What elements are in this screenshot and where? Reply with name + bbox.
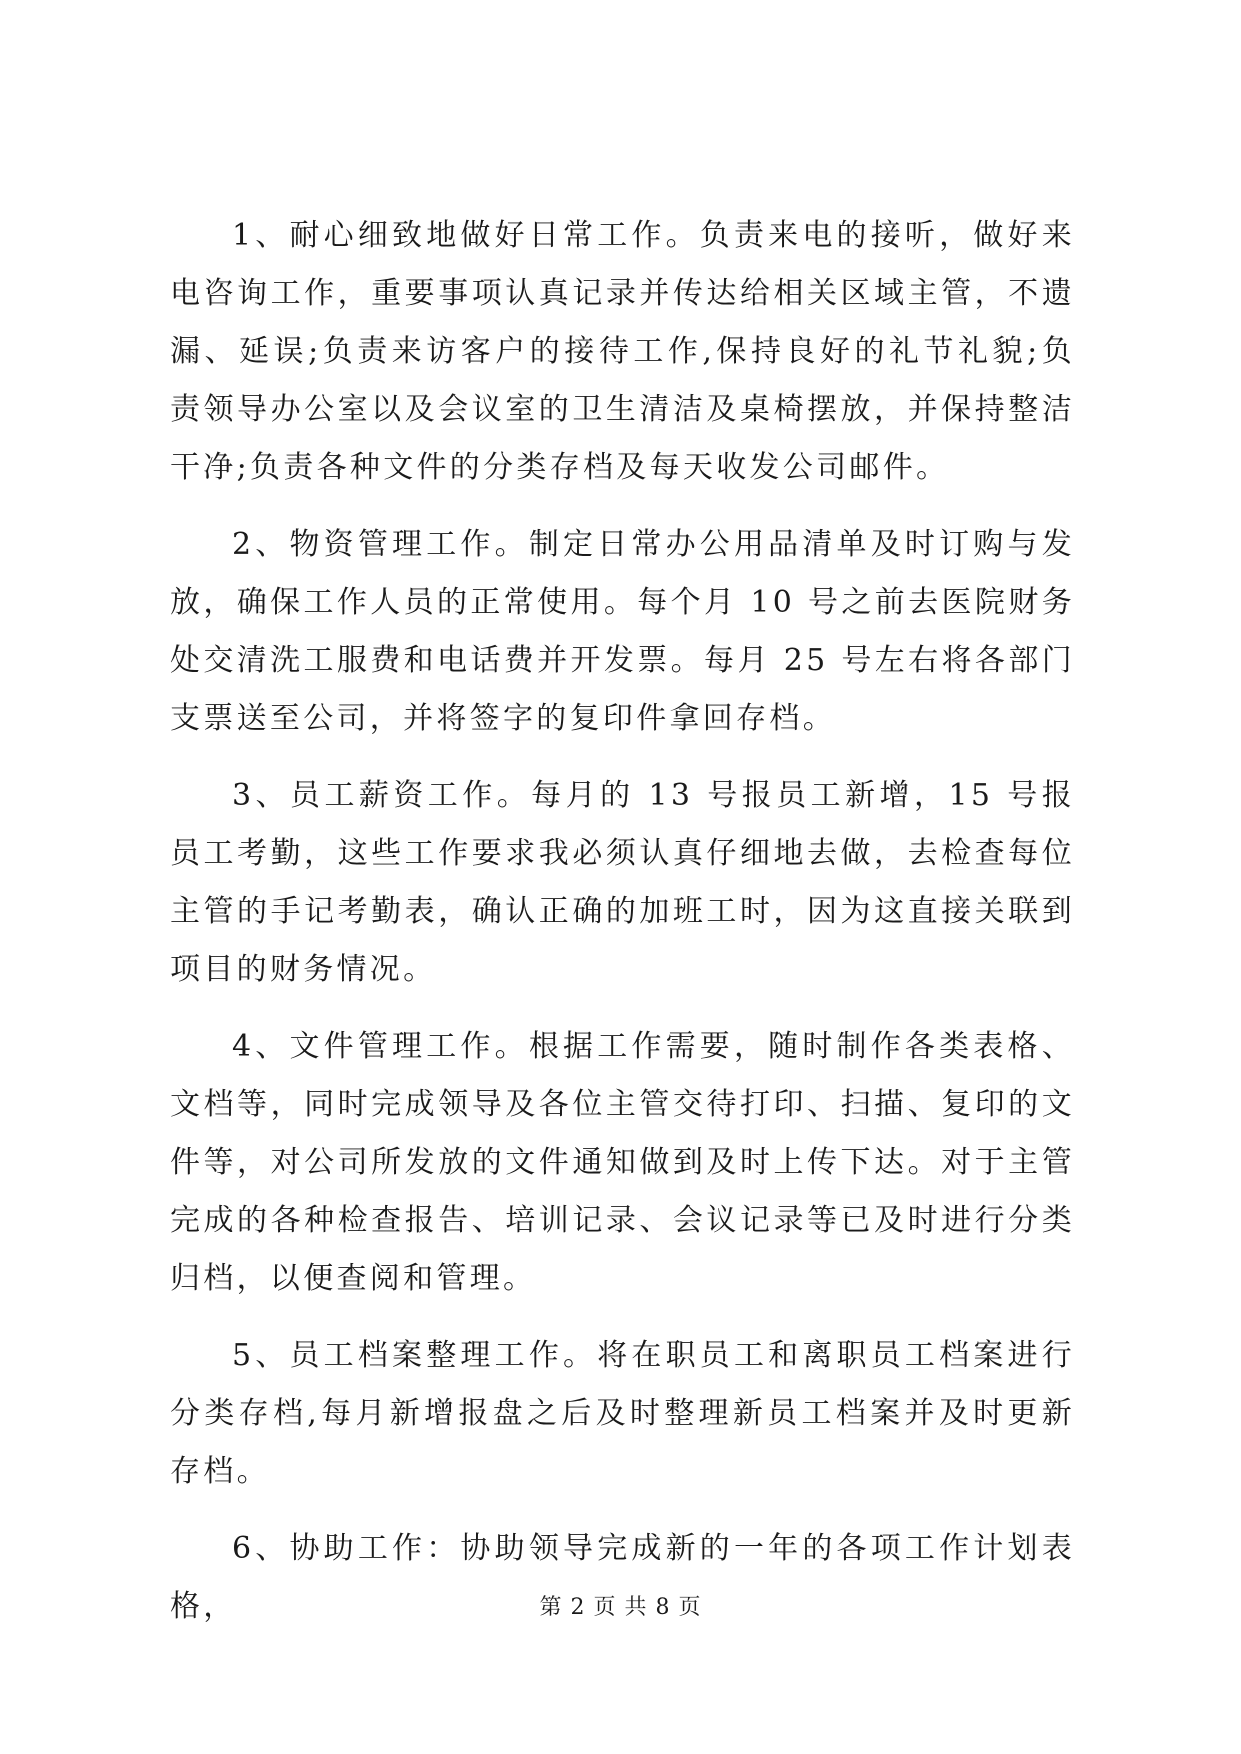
document-body [170, 207, 1075, 1655]
page-number-footer: 第 2 页 共 8 页 [539, 1595, 702, 1620]
paragraph-2: 2、物资管理工作。制定日常办公用品清单及时订购与发放，确保工作人员的正常使用。每个月 10 号之前去医院财务处交清洗工服费和电话费并开发票。每月 25 号左右将各部门支票送至公司，并将签字的复印件拿回存档。 [170, 527, 1075, 736]
paragraph-4: 4、文件管理工作。根据工作需要，随时制作各类表格、文档等，同时完成领导及各位主管交待打印、扫描、复印的文件等，对公司所发放的文件通知做到及时上传下达。对于主管完成的各种检查报告、培训记录、会议记录等已及时进行分类归档，以便查阅和管理。 [170, 1029, 1075, 1296]
paragraph-6: 6、协助工作：协助领导完成新的一年的各项工作计划表格， [170, 1531, 1075, 1624]
paragraph-1: 1、耐心细致地做好日常工作。负责来电的接听，做好来电咨询工作，重要事项认真记录并传达给相关区域主管，不遗漏、延误;负责来访客户的接待工作,保持良好的礼节礼貌;负责领导办公室以及会议室的卫生清洁及桌椅摆放，并保持整洁干净;负责各种文件的分类存档及每天收发公司邮件。 [170, 218, 1075, 485]
paragraph-3: 3、员工薪资工作。每月的 13 号报员工新增，15 号报员工考勤，这些工作要求我必须认真仔细地去做，去检查每位主管的手记考勤表，确认正确的加班工时，因为这直接关联到项目的财务情况。 [170, 778, 1075, 987]
paragraph-5: 5、员工档案整理工作。将在职员工和离职员工档案进行分类存档,每月新增报盘之后及时整理新员工档案并及时更新存档。 [170, 1338, 1075, 1489]
